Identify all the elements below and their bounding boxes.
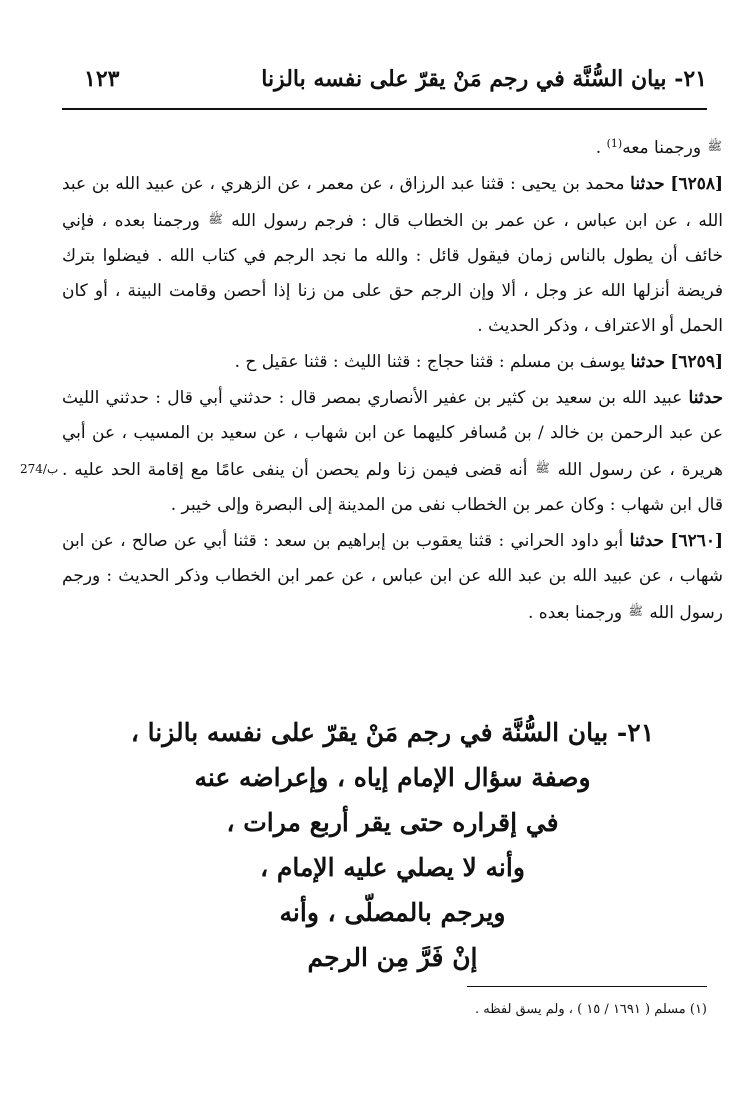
hadith-6259: [٦٢٥٩] حدثنا يوسف بن مسلم : قثنا حجاج : قثنا الليث : قثنا عقيل ح . [234,352,723,372]
chapter-line: ٢١- بيان السُّنَّة في رجم مَنْ يقرّ على نفسه بالزنا ، [130,718,655,747]
footnote-ref: (1) [606,137,623,150]
chapter-line: إنْ فَرَّ مِن الرجم [307,943,478,972]
salawat-symbol: ﷺ [707,139,722,153]
chapter-line: ويرجم بالمصلّى ، وأنه [279,898,506,927]
page-header [62,62,707,102]
manuscript-folio-note: 274/ب [20,462,59,476]
salawat-symbol: ﷺ [535,461,550,475]
chapter-line: وأنه لا يصلي عليه الإمام ، [260,853,525,882]
hadith-number: [٦٢٥٩] [670,352,723,372]
isnad-label: حدثنا [630,352,665,372]
salawat-symbol: ﷺ [208,212,223,226]
isnad-label: حدثنا [688,388,724,408]
hadith-text [62,126,723,631]
hadith-6259-second-chain: حدثنا عبيد الله بن سعيد بن كثير بن عفير الأنصاري بمصر قال : حدثني أبي قال : حدثني الليث عن عبد الرحمن بن خالد / بن مُسافر كليهما عن ابن شهاب ، عن سعيد بن المسيب ، عن أبي هريرة ، عن رسول الله ﷺ أنه قضى فيمن زنا ولم يحصن أن ينفى عامًا مع إقامة الحد عليه . قال ابن شهاب : وكان عمر بن الخطاب نفى من المدينة إلى البصرة وإلى خيبر . [62,388,724,515]
running-title: ٢١- بيان السُّنَّة في رجم مَنْ يقرّ على نفسه بالزنا [261,66,707,92]
isnad-label: حدثنا [630,174,665,194]
footnote: (١) مسلم ( ١٦٩١ / ١٥ ) ، ولم يسق لفظه . [475,1002,707,1017]
isnad-label: حدثنا [629,531,665,551]
page-number: ١٢٣ [84,66,120,92]
footnote-rule [467,986,707,987]
hadith-6258: [٦٢٥٨] حدثنا محمد بن يحيى : قثنا عبد الرزاق ، عن معمر ، عن الزهري ، عن عبيد الله بن عبد الله ، عن ابن عباس ، عن عمر بن الخطاب قال : فرجم رسول الله ﷺ ورجمنا بعده ، فإني خائف أن يطول بالناس زمان فيقول قائل : والله ما نجد الرجم في كتاب الله . فيضلوا بترك فريضة أنزلها الله عز وجل ، ألا وإن الرجم حق على من زنا إذا أحصن وقامت البينة ، أو كان الحمل أو الاعتراف ، وذكر الحديث . [62,174,724,336]
header-rule [62,108,707,110]
chapter-heading [62,710,723,980]
hadith-6260: [٦٢٦٠] حدثنا أبو داود الحراني : قثنا يعقوب بن إبراهيم بن سعد : قثنا أبي عن صالح ، عن ابن شهاب ، عن عبيد الله بن عبد الله عن ابن عباس ، عن عمر ابن الخطاب وذكر الحديث : ورجم رسول الله ﷺ ورجمنا بعده . [62,531,724,623]
hadith-number: [٦٢٦٠] [670,531,724,551]
chapter-line: في إقراره حتى يقر أربع مرات ، [226,808,559,837]
continuation-line: ﷺ ورجمنا معه$^{(1)}$ . [595,137,722,158]
hadith-number: [٦٢٥٨] [670,174,724,194]
chapter-line: وصفة سؤال الإمام إياه ، وإعراضه عنه [194,763,591,792]
salawat-symbol: ﷺ [628,604,643,618]
